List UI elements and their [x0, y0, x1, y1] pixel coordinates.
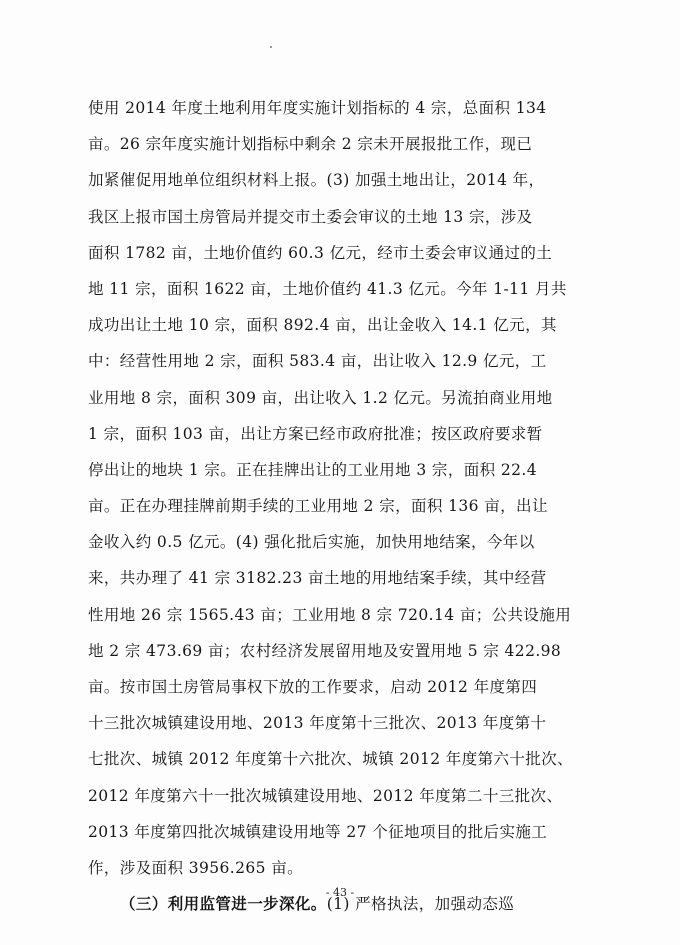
text-line: 停出让的地块 1 宗。正在挂牌出让的工业用地 3 宗，面积 22.4 — [88, 460, 537, 479]
text-line: 1 宗，面积 103 亩，出让方案已经市政府批准；按区政府要求暂 — [88, 424, 543, 443]
section-heading-tail: (1) 严格执法，加强动态巡 — [326, 895, 515, 914]
text-line: 地 11 宗，面积 1622 亩，土地价值约 41.3 亿元。今年 1-11 月共 — [88, 279, 567, 298]
text-line: 十三批次城镇建设用地、2013 年度第十三批次、2013 年度第十 — [88, 714, 547, 733]
text-line: 金收入约 0.5 亿元。(4) 强化批后实施，加快用地结案，今年以 — [88, 533, 535, 552]
text-line: 我区上报市国土房管局并提交市土委会审议的土地 13 宗，涉及 — [88, 207, 533, 226]
text-line: 来，共办理了 41 宗 3182.23 亩土地的用地结案手续，其中经营 — [88, 569, 547, 588]
text-line: 使用 2014 年度土地利用年度实施计划指标的 4 宗，总面积 134 — [88, 99, 547, 117]
text-line: 面积 1782 亩，土地价值约 60.3 亿元，经市土委会审议通过的土 — [88, 243, 553, 262]
text-line: 加紧催促用地单位组织材料上报。(3) 加强土地出让，2014 年， — [88, 171, 545, 190]
text-line: 亩。26 宗年度实施计划指标中剩余 2 宗未开展报批工作，现已 — [88, 135, 533, 154]
body-text — [88, 90, 608, 922]
text-line: 成功出让土地 10 宗，面积 892.4 亩，出让金收入 14.1 亿元，其 — [88, 316, 557, 335]
text-line: 2012 年度第六十一批次城镇建设用地、2012 年度第二十三批次、 — [88, 786, 563, 805]
scan-speck — [270, 46, 272, 48]
text-line: 中：经营性用地 2 宗，面积 583.4 亩，出让收入 12.9 亿元，工 — [88, 352, 547, 371]
text-line: 性用地 26 宗 1565.43 亩；工业用地 8 宗 720.14 亩；公共设施用 — [88, 605, 572, 624]
text-line: 亩。正在办理挂牌前期手续的工业用地 2 宗，面积 136 亩，出让 — [88, 497, 548, 516]
text-line: 地 2 宗 473.69 亩；农村经济发展留用地及安置用地 5 宗 422.98 — [88, 641, 562, 660]
text-line: 作，涉及面积 3956.265 亩。 — [88, 858, 304, 877]
section-heading: （三）利用监管进一步深化。 — [120, 894, 327, 914]
text-line: 七批次、城镇 2012 年度第十六批次、城镇 2012 年度第六十批次、 — [88, 750, 574, 769]
text-line: 2013 年度第四批次城镇建设用地等 27 个征地项目的批后实施工 — [88, 822, 548, 841]
page-number: - 43 - — [325, 886, 355, 899]
text-line: 亩。按市国土房管局事权下放的工作要求，启动 2012 年度第四 — [88, 678, 538, 696]
text-line: 业用地 8 宗，面积 309 亩，出让收入 1.2 亿元。另流拍商业用地 — [88, 388, 553, 407]
